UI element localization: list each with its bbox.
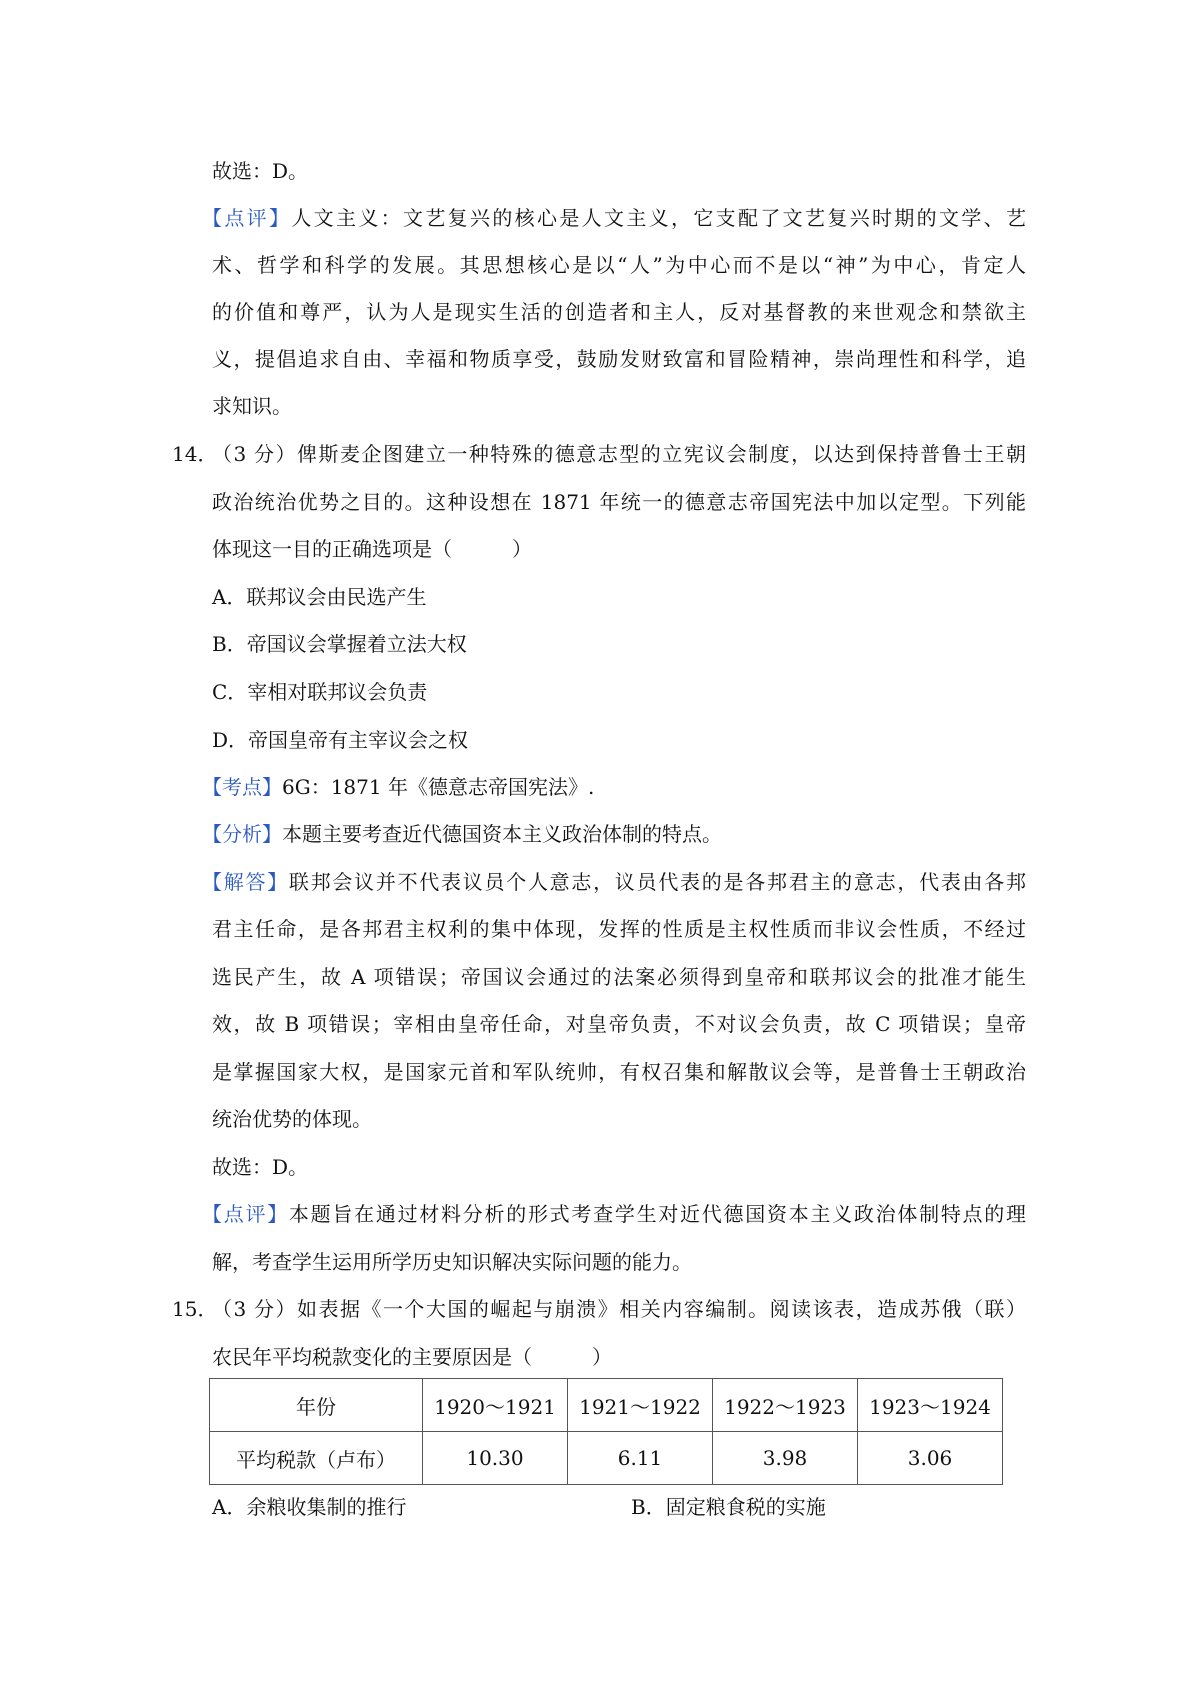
question-stem: （3 分）如表据《一个大国的崛起与崩溃》相关内容编制。阅读该表，造成苏俄（联） [212, 1297, 1026, 1321]
comment-line [202, 205, 1026, 231]
bracket-close: ） [592, 1345, 612, 1369]
comment-tag: 【点评】 [202, 206, 292, 230]
tax-table [209, 1378, 1003, 1485]
jieda-line: 是掌握国家大权，是国家元首和军队统帅，有权召集和解散议会等，是普鲁士王朝政治 [212, 1060, 1026, 1084]
option-a: A．联邦议会由民选产生 [212, 585, 427, 609]
table-cell: 3.06 [858, 1432, 1003, 1485]
fenxi-tag: 【分析】 [202, 822, 282, 846]
kaodian-text: 6G：1871 年《德意志帝国宪法》. [282, 775, 595, 799]
question-number: 15． [172, 1297, 218, 1321]
jieda-tag: 【解答】 [202, 870, 289, 894]
table-cell: 1922～1923 [713, 1379, 858, 1432]
fenxi-line [202, 821, 722, 847]
table-cell: 10.30 [423, 1432, 568, 1485]
table-cell: 1923～1924 [858, 1379, 1003, 1432]
comment-line: 术、哲学和科学的发展。其思想核心是以“人”为中心而不是以“神”为中心，肯定人 [212, 253, 1026, 277]
table-cell: 3.98 [713, 1432, 858, 1485]
option-a: A．余粮收集制的推行 [212, 1495, 407, 1519]
question-stem-text: 体现这一目的正确选项是（ [212, 537, 452, 561]
option-c: C．宰相对联邦议会负责 [212, 680, 428, 704]
table-cell: 6.11 [568, 1432, 713, 1485]
question-stem [212, 536, 532, 562]
jieda-line: 君主任命，是各邦君主权利的集中体现，发挥的性质是主权性质而非议会性质，不经过 [212, 917, 1026, 941]
answer-choice: 故选：D。 [212, 1155, 309, 1179]
jieda-line: 效，故 B 项错误；宰相由皇帝任命，对皇帝负责，不对议会负责，故 C 项错误；皇帝 [212, 1012, 1026, 1036]
comment-line: 的价值和尊严，认为人是现实生活的创造者和主人，反对基督教的来世观念和禁欲主 [212, 300, 1026, 324]
jieda-line: 统治优势的体现。 [212, 1107, 372, 1131]
fenxi-text: 本题主要考查近代德国资本主义政治体制的特点。 [282, 822, 722, 846]
comment-text: 本题旨在通过材料分析的形式考查学生对近代德国资本主义政治体制特点的理 [288, 1202, 1027, 1226]
question-stem: （3 分）俾斯麦企图建立一种特殊的德意志型的立宪议会制度，以达到保持普鲁士王朝 [212, 442, 1026, 466]
table-cell: 1920～1921 [423, 1379, 568, 1432]
table-cell: 1921～1922 [568, 1379, 713, 1432]
table-row [210, 1432, 1003, 1485]
table-header-row [210, 1379, 1003, 1432]
question-stem: 政治统治优势之目的。这种设想在 1871 年统一的德意志帝国宪法中加以定型。下列能 [212, 490, 1026, 514]
comment-line: 解，考查学生运用所学历史知识解决实际问题的能力。 [212, 1250, 692, 1274]
comment-line [202, 1201, 1026, 1227]
table-cell: 年份 [210, 1379, 423, 1432]
option-d: D．帝国皇帝有主宰议会之权 [212, 728, 469, 752]
jieda-line: 选民产生，故 A 项错误；帝国议会通过的法案必须得到皇帝和联邦议会的批准才能生 [212, 965, 1026, 989]
option-b: B．固定粮食税的实施 [631, 1495, 826, 1519]
comment-text: 人文主义：文艺复兴的核心是人文主义，它支配了文艺复兴时期的文学、艺 [291, 206, 1027, 230]
table-cell: 平均税款（卢布） [210, 1432, 423, 1485]
kaodian-tag: 【考点】 [202, 775, 282, 799]
answer-choice: 故选：D。 [212, 159, 309, 183]
jieda-line [202, 869, 1026, 895]
question-stem [212, 1344, 612, 1370]
question-number: 14． [172, 442, 218, 466]
comment-line: 求知识。 [212, 394, 292, 418]
option-b: B．帝国议会掌握着立法大权 [212, 632, 467, 656]
comment-line: 义，提倡追求自由、幸福和物质享受，鼓励发财致富和冒险精神，崇尚理性和科学，追 [212, 347, 1026, 371]
comment-tag: 【点评】 [202, 1202, 289, 1226]
kaodian-line [202, 774, 594, 800]
question-stem-text: 农民年平均税款变化的主要原因是（ [212, 1345, 532, 1369]
bracket-close: ） [512, 537, 532, 561]
jieda-text: 联邦会议并不代表议员个人意志，议员代表的是各邦君主的意志，代表由各邦 [288, 870, 1027, 894]
